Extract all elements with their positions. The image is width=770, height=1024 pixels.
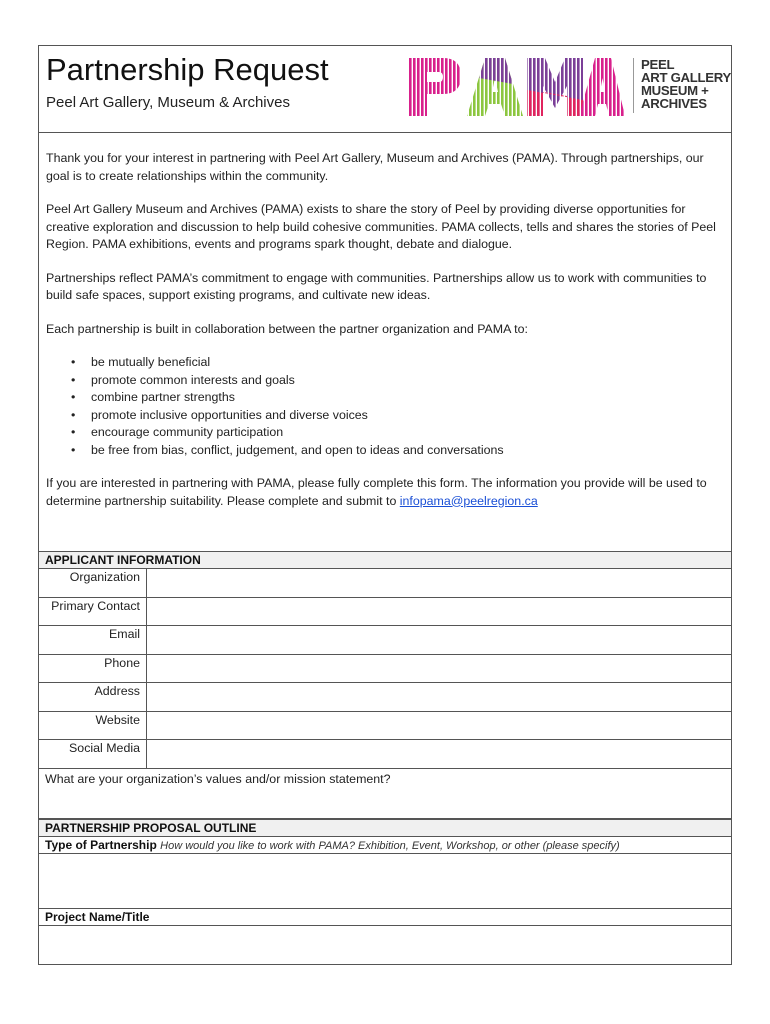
field-label-phone: Phone bbox=[39, 655, 147, 683]
social-media-field[interactable] bbox=[147, 740, 731, 768]
logo-line: ARCHIVES bbox=[641, 96, 707, 111]
logo-divider bbox=[633, 58, 634, 113]
field-label-organization: Organization bbox=[39, 569, 147, 597]
phone-field[interactable] bbox=[147, 655, 731, 683]
submit-instructions: If you are interested in partnering with PAMA, please fully complete this form. The information you provide will be used to determine partnership suitability. Please complete and submit to infopama@peelregion.ca bbox=[46, 476, 707, 508]
bullet-icon: • bbox=[71, 355, 76, 369]
applicant-section-heading: APPLICANT INFORMATION bbox=[39, 551, 731, 569]
partnership-type-hint: How would you like to work with PAMA? Exhibition, Event, Workshop, or other (please specify) bbox=[160, 839, 620, 852]
form-page bbox=[38, 45, 732, 965]
partnership-type-label-row bbox=[39, 837, 731, 854]
logo-line: PEEL bbox=[641, 57, 675, 72]
field-label-social-media: Social Media bbox=[39, 740, 147, 768]
project-name-label: Project Name/Title bbox=[45, 909, 150, 924]
logo-line: MUSEUM + bbox=[641, 83, 709, 98]
intro-paragraph: Peel Art Gallery Museum and Archives (PAMA) exists to share the story of Peel by providing diverse opportunities for creative exploration and discussion to help build cohesive communities. PAMA collects, tells and shares the stories of Peel Region. PAMA exhibitions, events and programs spark thought, debate and dialogue. bbox=[46, 202, 716, 251]
form-row bbox=[39, 655, 731, 684]
logo-text bbox=[641, 58, 731, 110]
list-item: • encourage community participation bbox=[46, 424, 722, 442]
form-row bbox=[39, 598, 731, 627]
page-subtitle: Peel Art Gallery, Museum & Archives bbox=[46, 94, 290, 111]
email-field[interactable] bbox=[147, 626, 731, 654]
intro-paragraph: Each partnership is built in collaboration between the partner organization and PAMA to: bbox=[46, 321, 528, 336]
values-question: What are your organization’s values and/or mission statement? bbox=[45, 771, 391, 786]
bullet-icon: • bbox=[71, 425, 76, 439]
pama-logo bbox=[409, 56, 731, 120]
proposal-section-heading: PARTNERSHIP PROPOSAL OUTLINE bbox=[39, 819, 731, 837]
address-field[interactable] bbox=[147, 683, 731, 711]
logo-line: ART GALLERY bbox=[641, 70, 731, 85]
application-form bbox=[39, 551, 731, 962]
form-row bbox=[39, 712, 731, 741]
list-item: • be free from bias, conflict, judgement, and open to ideas and conversations bbox=[46, 442, 722, 460]
field-label-website: Website bbox=[39, 712, 147, 740]
field-label-primary-contact: Primary Contact bbox=[39, 598, 147, 626]
project-name-label-row bbox=[39, 909, 731, 926]
bullet-icon: • bbox=[71, 407, 76, 422]
primary-contact-field[interactable] bbox=[147, 598, 731, 626]
project-name-field[interactable] bbox=[39, 926, 731, 962]
field-label-email: Email bbox=[39, 626, 147, 654]
list-item: • promote common interests and goals bbox=[46, 372, 722, 390]
partnership-goals-list bbox=[46, 354, 722, 459]
form-row bbox=[39, 569, 731, 598]
form-row bbox=[39, 740, 731, 769]
list-item: • promote inclusive opportunities and diverse voices bbox=[46, 407, 722, 425]
values-mission-field[interactable] bbox=[39, 769, 731, 819]
partnership-type-label: Type of Partnership bbox=[45, 837, 157, 852]
page-title: Partnership Request bbox=[46, 52, 329, 87]
list-item: • be mutually beneficial bbox=[46, 354, 722, 372]
field-label-address: Address bbox=[39, 683, 147, 711]
intro-text bbox=[46, 150, 722, 526]
list-item: • combine partner strengths bbox=[46, 389, 722, 407]
partnership-type-field[interactable] bbox=[39, 854, 731, 909]
form-row bbox=[39, 626, 731, 655]
form-row bbox=[39, 683, 731, 712]
organization-field[interactable] bbox=[147, 569, 731, 597]
website-field[interactable] bbox=[147, 712, 731, 740]
bullet-icon: • bbox=[71, 442, 76, 457]
intro-paragraph: Thank you for your interest in partnering with Peel Art Gallery, Museum and Archives (PAMA). Through partnerships, our goal is to create relationships within the community. bbox=[46, 151, 704, 183]
header bbox=[39, 46, 731, 133]
bullet-icon: • bbox=[71, 372, 76, 387]
email-link[interactable]: infopama@peelregion.ca bbox=[399, 493, 538, 508]
pama-wordmark-icon bbox=[409, 56, 625, 118]
intro-paragraph: Partnerships reflect PAMA’s commitment to engage with communities. Partnerships allow us to work with communities to build safe spaces, support existing programs, and cultivate new ideas. bbox=[46, 270, 707, 302]
bullet-icon: • bbox=[71, 390, 76, 404]
